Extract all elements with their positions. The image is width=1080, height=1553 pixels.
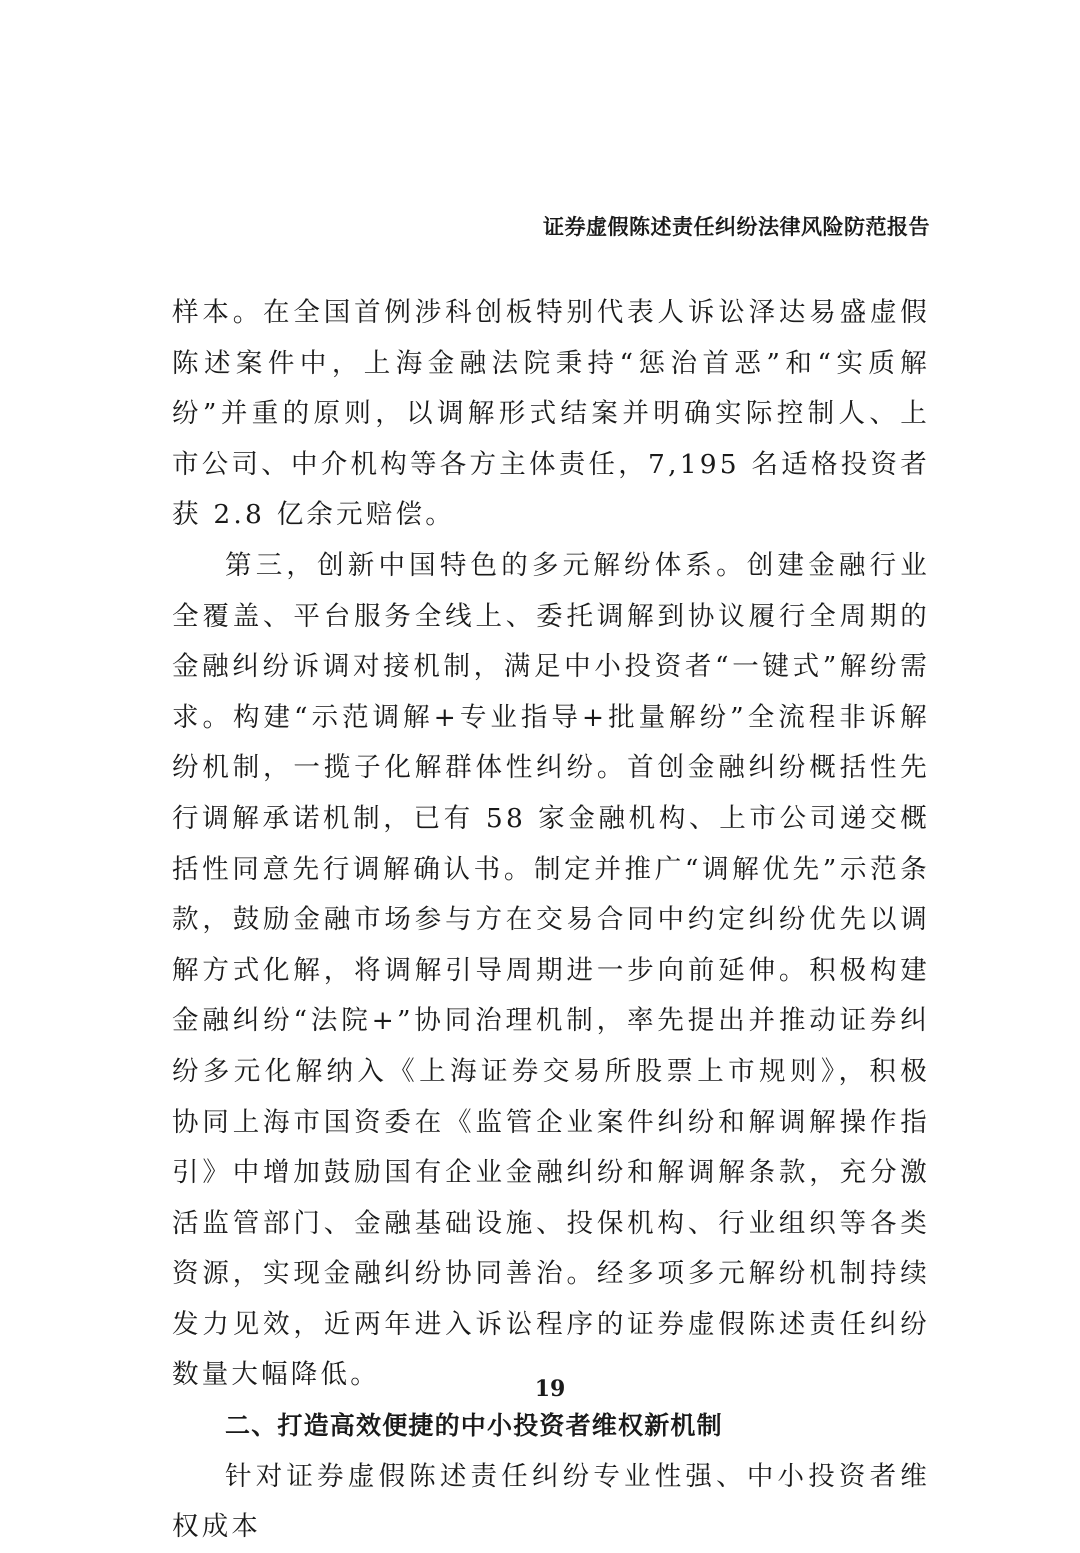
running-header: 证券虚假陈述责任纠纷法律风险防范报告	[543, 215, 930, 239]
document-body	[172, 288, 930, 1553]
section-heading: 二、打造高效便捷的中小投资者维权新机制	[225, 1411, 723, 1441]
page-number: 19	[534, 1376, 566, 1402]
paragraph-diversified-dispute-resolution: 第三，创新中国特色的多元解纷体系。创建金融行业全覆盖、平台服务全线上、委托调解到协议履行全周期的金融纠纷诉调对接机制，满足中小投资者“一键式”解纷需求。构建“示范调解+专业指导+批量解纷”全流程非诉解纷机制，一揽子化解群体性纠纷。首创金融纠纷概括性先行调解承诺机制，已有 58 家金融机构、上市公司递交概括性同意先行调解确认书。制定并推广“调解优先”示范条款，鼓励金融市场参与方在交易合同中约定纠纷优先以调解方式化解，将调解引导周期进一步向前延伸。积极构建金融纠纷“法院+”协同治理机制，率先提出并推动证券纠纷多元化解纳入《上海证券交易所股票上市规则》，积极协同上海市国资委在《监管企业案件纠纷和解调解操作指引》中增加鼓励国有企业金融纠纷和解调解条款，充分激活监管部门、金融基础设施、投保机构、行业组织等各类资源，实现金融纠纷协同善治。经多项多元解纷机制持续发力见效，近两年进入诉讼程序的证券虚假陈述责任纠纷数量大幅降低。	[172, 549, 930, 1391]
paragraph-investor-rights: 针对证券虚假陈述责任纠纷专业性强、中小投资者维权成本	[172, 1460, 930, 1543]
paragraph-continued: 样本。在全国首例涉科创板特别代表人诉讼泽达易盛虚假陈述案件中，上海金融法院秉持“惩治首恶”和“实质解纷”并重的原则，以调解形式结案并明确实际控制人、上市公司、中介机构等各方主体责任，7,195 名适格投资者获 2.8 亿余元赔偿。	[172, 297, 930, 531]
